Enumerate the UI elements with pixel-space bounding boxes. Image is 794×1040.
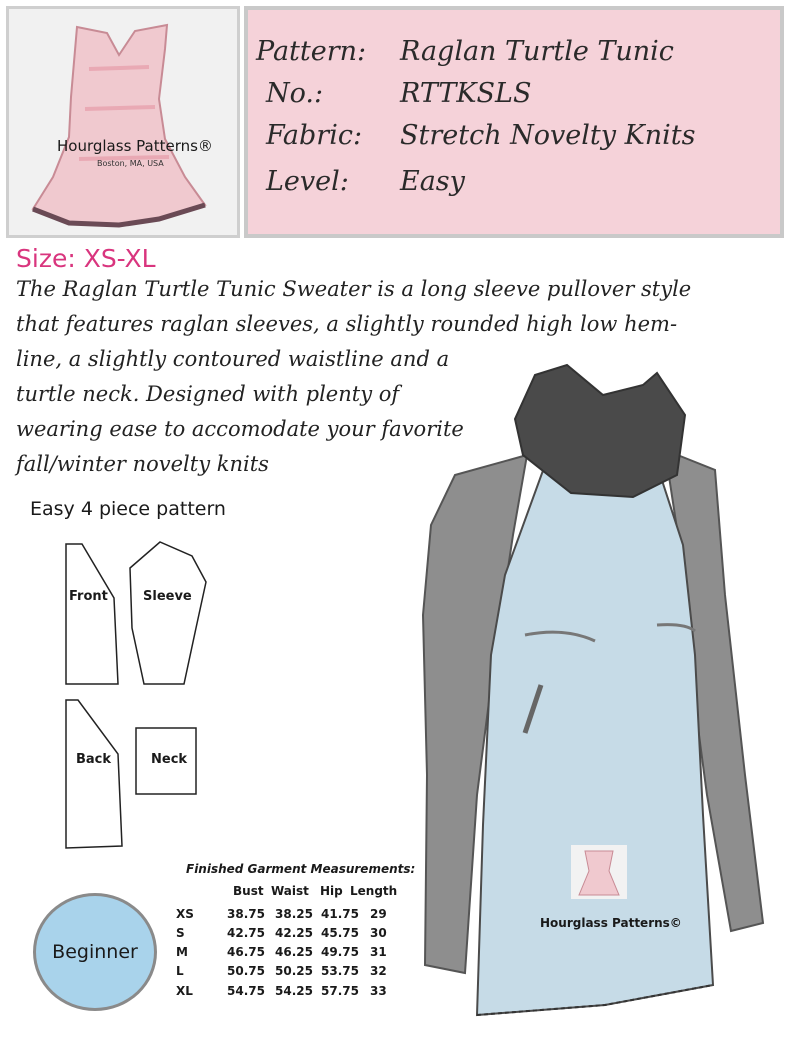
description-line: turtle neck. Designed with plenty of xyxy=(16,382,400,406)
level-label: Level: xyxy=(266,166,349,197)
beginner-label: Beginner xyxy=(52,941,138,963)
row-size: XS xyxy=(176,907,194,921)
header-hip: Hip xyxy=(320,884,343,898)
row-value: 29 xyxy=(370,907,387,921)
row-value: 31 xyxy=(370,945,387,959)
row-value: 57.75 xyxy=(321,984,359,998)
number-label: No.: xyxy=(266,78,324,109)
row-value: 54.75 xyxy=(227,984,265,998)
sleeve-piece xyxy=(130,542,206,684)
row-value: 50.75 xyxy=(227,964,265,978)
front-piece xyxy=(66,544,118,684)
logo-panel xyxy=(6,6,240,238)
row-value: 38.25 xyxy=(275,907,313,921)
small-brand: Hourglass Patterns© xyxy=(540,916,682,930)
row-value: 49.75 xyxy=(321,945,359,959)
pattern-info-panel xyxy=(244,6,784,238)
number-value: RTTKSLS xyxy=(400,78,532,109)
tunic-logo-illustration xyxy=(9,9,237,235)
pattern-pieces xyxy=(60,538,210,858)
back-label: Back xyxy=(76,752,112,767)
size-range: Size: XS-XL xyxy=(16,244,156,273)
row-value: 33 xyxy=(370,984,387,998)
back-piece xyxy=(66,700,122,848)
logo-brand: Hourglass Patterns® xyxy=(57,137,213,155)
row-size: XL xyxy=(176,984,193,998)
header-waist: Waist xyxy=(271,884,309,898)
fabric-value: Stretch Novelty Knits xyxy=(400,120,696,151)
neck-label: Neck xyxy=(151,752,188,767)
sleeve-label: Sleeve xyxy=(143,589,192,604)
row-value: 54.25 xyxy=(275,984,313,998)
description-line: The Raglan Turtle Tunic Sweater is a long sleeve pullover style xyxy=(16,277,692,301)
measurements-title: Finished Garment Measurements: xyxy=(186,862,416,876)
level-value: Easy xyxy=(400,166,465,197)
row-value: 38.75 xyxy=(227,907,265,921)
logo-location: Boston, MA, USA xyxy=(97,159,164,168)
header-bust: Bust xyxy=(233,884,264,898)
description-line: that features raglan sleeves, a slightly rounded high low hem- xyxy=(16,312,678,336)
garment-illustration xyxy=(395,355,785,1035)
tunic-body xyxy=(477,465,713,1015)
row-value: 45.75 xyxy=(321,926,359,940)
row-value: 46.75 xyxy=(227,945,265,959)
row-value: 46.25 xyxy=(275,945,313,959)
row-size: M xyxy=(176,945,188,959)
row-value: 41.75 xyxy=(321,907,359,921)
description-line: fall/winter novelty knits xyxy=(16,452,269,476)
row-value: 50.25 xyxy=(275,964,313,978)
row-value: 32 xyxy=(370,964,387,978)
row-size: L xyxy=(176,964,184,978)
row-value: 30 xyxy=(370,926,387,940)
fabric-label: Fabric: xyxy=(266,120,363,151)
row-value: 42.25 xyxy=(275,926,313,940)
pieces-title: Easy 4 piece pattern xyxy=(30,498,226,520)
front-label: Front xyxy=(69,589,108,604)
beginner-badge xyxy=(33,893,157,1011)
description-line: line, a slightly contoured waistline and a xyxy=(16,347,450,371)
pattern-label: Pattern: xyxy=(256,36,367,67)
row-value: 42.75 xyxy=(227,926,265,940)
pattern-value: Raglan Turtle Tunic xyxy=(400,36,674,67)
row-size: S xyxy=(176,926,185,940)
description-line: wearing ease to accomodate your favorite xyxy=(16,417,464,441)
header-length: Length xyxy=(350,884,398,898)
row-value: 53.75 xyxy=(321,964,359,978)
